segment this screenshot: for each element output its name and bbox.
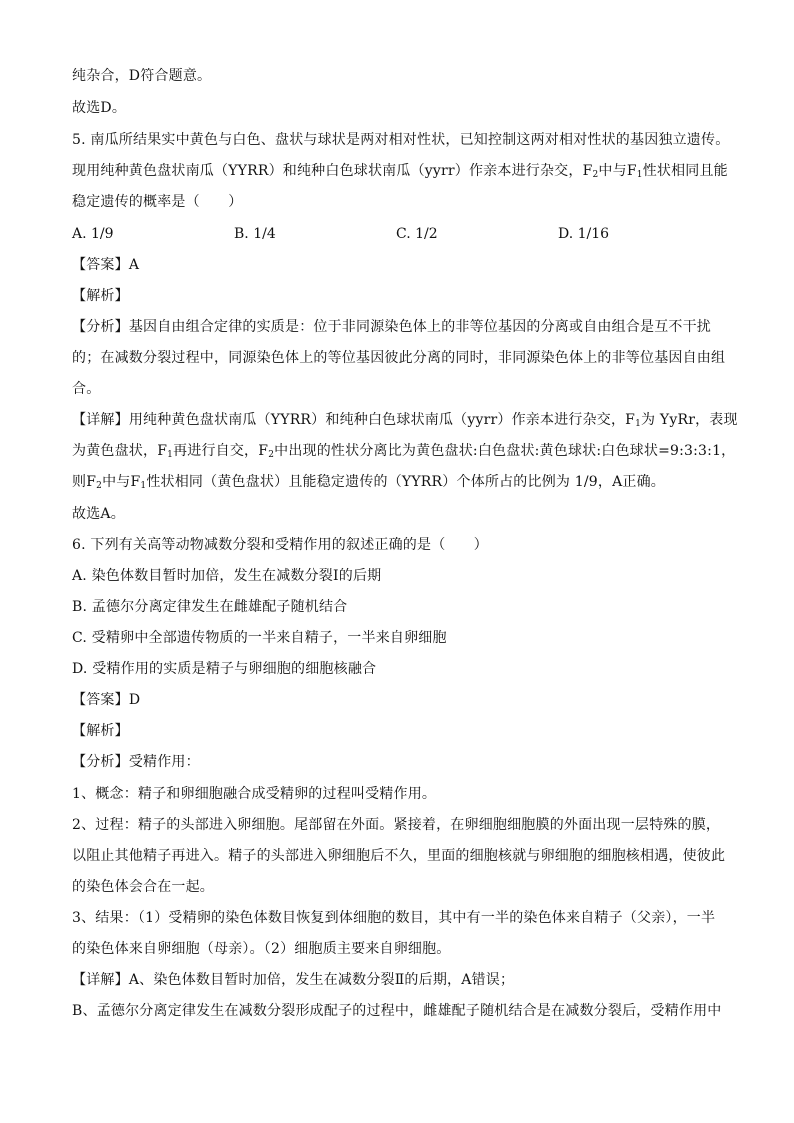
analysis-heading: 【解析】 bbox=[72, 288, 129, 304]
analysis-line: 1、概念：精子和卵细胞融合成受精卵的过程叫受精作用。 bbox=[72, 786, 437, 802]
text-span: 为 YyRr，表现 bbox=[641, 412, 738, 428]
subscript: 1 bbox=[636, 170, 643, 180]
choice-line: 故选A。 bbox=[72, 506, 125, 522]
analysis-line: 的染色体会合在一起。 bbox=[72, 879, 214, 895]
subscript: 2 bbox=[592, 170, 599, 180]
answer-line bbox=[72, 255, 139, 275]
option-a: A. 染色体数目暂时加倍，发生在减数分裂Ⅰ的后期 bbox=[72, 568, 382, 584]
subscript: 2 bbox=[268, 450, 275, 460]
detail-line bbox=[72, 472, 665, 492]
subscript: 1 bbox=[635, 419, 642, 429]
text-line: 故选D。 bbox=[72, 100, 127, 116]
option-c: C. 1/2 bbox=[396, 226, 438, 242]
question-5-stem: 5. 南瓜所结果实中黄色与白色、盘状与球状是两对相对性状，已知控制这两对相对性状的基因独立遗传。 bbox=[72, 132, 730, 148]
option-b: B. 1/4 bbox=[234, 226, 276, 242]
question-5-stem: 稳定遗传的概率是（ ） bbox=[72, 194, 243, 210]
text-span: 中与F bbox=[102, 474, 141, 490]
analysis-tag: 【分析】 bbox=[72, 754, 129, 770]
analysis-line: 的；在减数分裂过程中，同源染色体上的等位基因彼此分离的同时，非同源染色体上的非等位基因自由组 bbox=[72, 350, 726, 366]
detail-tag: 【详解】 bbox=[72, 412, 129, 428]
option-c: C. 受精卵中全部遗传物质的一半来自精子，一半来自卵细胞 bbox=[72, 630, 447, 646]
subscript: 2 bbox=[96, 481, 103, 491]
text-span: 中出现的性状分离比为黄色盘状:白色盘状:黄色球状:白色球状=9:3:3:1， bbox=[274, 443, 736, 459]
subscript: 1 bbox=[140, 481, 147, 491]
text-span: 用纯种黄色盘状南瓜（YYRR）和纯种白色球状南瓜（yyrr）作亲本进行杂交，F bbox=[128, 412, 636, 428]
option-b: B. 孟德尔分离定律发生在雌雄配子随机结合 bbox=[72, 599, 348, 615]
text-span: 现用纯种黄色盘状南瓜（YYRR）和纯种白色球状南瓜（yyrr）作亲本进行杂交，F bbox=[72, 163, 593, 179]
subscript: 1 bbox=[167, 450, 174, 460]
option-d: D. 1/16 bbox=[558, 226, 610, 242]
analysis-line: 的染色体来自卵细胞（母亲）。（2）细胞质主要来自卵细胞。 bbox=[72, 941, 451, 957]
text-span: 基因自由组合定律的实质是：位于非同源染色体上的非等位基因的分离或自由组合是互不干扰 bbox=[128, 319, 712, 335]
analysis-heading: 【解析】 bbox=[72, 723, 129, 739]
text-span: 受精作用： bbox=[128, 754, 200, 770]
analysis-line: 3、结果：（1）受精卵的染色体数目恢复到体细胞的数目，其中有一半的染色体来自精子（父亲），一半 bbox=[72, 910, 716, 926]
analysis-tag: 【分析】 bbox=[72, 319, 129, 335]
analysis-line bbox=[72, 317, 711, 337]
text-span: 中与F bbox=[598, 163, 637, 179]
question-6-stem: 6. 下列有关高等动物减数分裂和受精作用的叙述正确的是（ ） bbox=[72, 537, 489, 553]
analysis-line: 以阻止其他精子再进入。精子的头部进入卵细胞后不久，里面的细胞核就与卵细胞的细胞核相遇，使彼此 bbox=[72, 848, 726, 864]
text-span: 则F bbox=[72, 474, 97, 490]
answer-value: D bbox=[128, 692, 141, 708]
question-5-stem bbox=[72, 161, 728, 181]
answer-line bbox=[72, 690, 140, 710]
text-span: 性状相同（黄色盘状）且能稳定遗传的（YYRR）个体所占的比例为 1/9，A正确。 bbox=[146, 474, 665, 490]
text-span: 为黄色盘状，F bbox=[72, 443, 168, 459]
detail-line bbox=[72, 441, 735, 461]
option-a: A. 1/9 bbox=[72, 226, 114, 242]
detail-line bbox=[72, 410, 738, 430]
analysis-line: 2、过程：精子的头部进入卵细胞。尾部留在外面。紧接着，在卵细胞细胞膜的外面出现一层特殊的膜， bbox=[72, 817, 721, 833]
text-line: 纯杂合，D符合题意。 bbox=[72, 68, 212, 84]
text-span: 性状相同且能 bbox=[642, 163, 728, 179]
detail-line bbox=[72, 970, 514, 990]
analysis-line: 合。 bbox=[72, 381, 101, 397]
analysis-line bbox=[72, 752, 200, 772]
answer-value: A bbox=[128, 257, 140, 273]
detail-tag: 【详解】 bbox=[72, 972, 129, 988]
text-span: A、染色体数目暂时加倍，发生在减数分裂Ⅱ的后期，A错误； bbox=[128, 972, 515, 988]
answer-tag: 【答案】 bbox=[72, 692, 129, 708]
text-span: 再进行自交，F bbox=[173, 443, 269, 459]
option-d: D. 受精作用的实质是精子与卵细胞的细胞核融合 bbox=[72, 661, 377, 677]
answer-tag: 【答案】 bbox=[72, 257, 129, 273]
detail-line: B、孟德尔分离定律发生在减数分裂形成配子的过程中，雌雄配子随机结合是在减数分裂后，受精作用中 bbox=[72, 1003, 722, 1019]
